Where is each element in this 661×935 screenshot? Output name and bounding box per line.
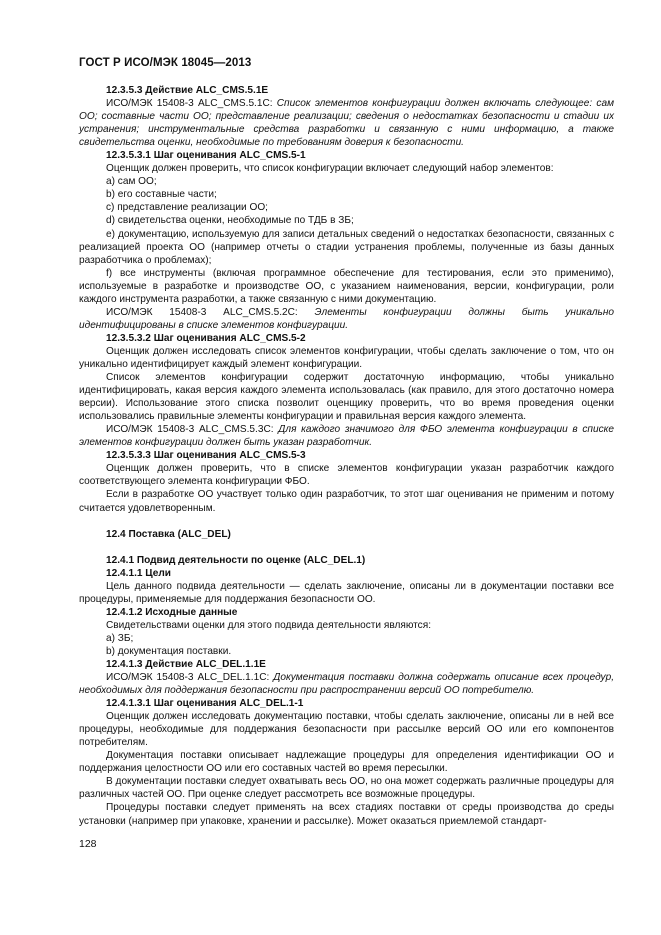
paragraph	[79, 345, 614, 371]
paragraph	[79, 267, 614, 306]
paragraph-text: 12.4.1.3.1 Шаг оценивания ALC_DEL.1-1	[106, 698, 304, 710]
list-item	[79, 188, 614, 201]
paragraph-text: 12.4 Поставка (ALC_DEL)	[106, 528, 231, 540]
paragraph	[79, 228, 614, 267]
paragraph-text: ИСО/МЭК 15408-3 ALC_CMS.5.3C:	[106, 424, 279, 436]
list-item	[79, 214, 614, 227]
section-heading	[79, 554, 614, 567]
paragraph	[79, 488, 614, 514]
paragraph-text: Оценщик должен проверить, что в списке элементов конфигурации указан разработчик каждого соответствующего элемента конфигурации ФБО.	[79, 463, 614, 488]
paragraph	[79, 749, 614, 775]
requirement-quote: Документация поставки должна содержать описание всех процедур, необходимых для поддержания безопасности при распространении версий ОО потребителю.	[79, 672, 614, 697]
paragraph-text: a) сам ОО;	[106, 176, 157, 188]
list-item	[79, 645, 614, 658]
paragraph-text: 12.3.5.3.2 Шаг оценивания ALC_CMS.5-2	[106, 332, 306, 344]
paragraph-text: 12.3.5.3 Действие ALC_CMS.5.1E	[106, 85, 269, 96]
document-body	[79, 84, 614, 828]
paragraph	[79, 423, 614, 449]
page-number: 128	[79, 838, 97, 850]
list-item	[79, 201, 614, 214]
paragraph-text: a) ЗБ;	[106, 632, 134, 644]
paragraph	[79, 801, 614, 827]
paragraph-text: Процедуры поставки следует применять на всех стадиях поставки от среды производства до среды установки (например при упаковке, хранении и рассылке). Может оказаться приемлемой стандарт-	[79, 802, 614, 827]
paragraph-text: 12.4.1.2 Исходные данные	[106, 606, 238, 618]
section-heading	[79, 84, 614, 97]
paragraph	[79, 462, 614, 488]
paragraph	[79, 306, 614, 332]
paragraph	[79, 371, 614, 423]
paragraph-text: e) документацию, используемую для записи детальных сведений о недостатках безопасности, связанных с реализацией проекта ОО (например отчеты о стадии устранения проблемы, полученные из базы данных разработчика о проблемах);	[79, 228, 614, 266]
list-item	[79, 632, 614, 645]
paragraph-text: Свидетельствами оценки для этого подвида деятельности являются:	[106, 619, 432, 631]
paragraph	[79, 775, 614, 801]
section-heading	[79, 332, 614, 345]
requirement-quote: Для каждого значимого для ФБО элемента конфигурации в списке элементов конфигурации должен быть указан разработчик.	[79, 424, 614, 449]
requirement-quote: Список элементов конфигурации должен включать следующее: сам ОО; составные части ОО; представление реализации; сведения о недостатках безопасности и стадии их устранения; инструментальные средства разработки и связанную с ними информацию, а также свидетельства оценки, необходимые по требованиям доверия к безопасности.	[79, 98, 614, 149]
section-heading	[79, 567, 614, 580]
paragraph	[79, 580, 614, 606]
paragraph-text: Оценщик должен исследовать список элементов конфигурации, чтобы сделать заключение о том, что он уникально идентифицирует каждый элемент конфигурации.	[79, 345, 614, 370]
paragraph-text: Список элементов конфигурации содержит достаточную информацию, чтобы уникально идентифицировать, какая версия каждого элемента использовалась (как правило, для этого достаточно номера версии). Использование этого списка позволит оценщику проверить, что во время проведения оценки использовались правильные элементы конфигурации и правильная версия каждого элемента.	[79, 372, 614, 423]
section-heading	[79, 528, 614, 541]
paragraph-text: Оценщик должен исследовать документацию поставки, чтобы сделать заключение, описаны ли в ней все процедуры, необходимые для поддержания безопасности при рассылке версий ОО или его компонентов потребителям.	[79, 711, 614, 749]
paragraph-text: Документация поставки описывает надлежащие процедуры для определения идентификации ОО и поддержания целостности ОО или его составных частей во время пересылки.	[79, 750, 614, 775]
paragraph-text: Цель данного подвида деятельности — сделать заключение, описаны ли в документации поставки все процедуры, применяемые для поддержания безопасности ОО.	[79, 580, 614, 605]
paragraph-text: ИСО/МЭК 15408-3 ALC_DEL.1.1C:	[106, 672, 274, 684]
paragraph-text: 12.3.5.3.3 Шаг оценивания ALC_CMS.5-3	[106, 450, 306, 462]
paragraph-text: b) его составные части;	[106, 189, 217, 201]
paragraph-text: f) все инструменты (включая программное обеспечение для тестирования, если это применимо), используемые в разработке и производстве ОО, с указанием наименования, версии, конфигурации, роли каждого инструмента разработки, а также связанную с ними документацию.	[79, 267, 614, 305]
document-header: ГОСТ Р ИСО/МЭК 18045—2013	[79, 57, 252, 69]
paragraph	[79, 97, 614, 149]
section-heading	[79, 149, 614, 162]
paragraph-text: 12.4.1.3 Действие ALC_DEL.1.1E	[106, 658, 266, 670]
paragraph	[79, 710, 614, 749]
paragraph-text: 12.4.1.1 Цели	[106, 567, 172, 579]
paragraph-text: ИСО/МЭК 15408-3 ALC_CMS.5.2C:	[106, 306, 315, 318]
paragraph	[79, 671, 614, 697]
paragraph	[79, 162, 614, 175]
section-heading	[79, 449, 614, 462]
paragraph-text: В документации поставки следует охватывать весь ОО, но она может содержать различные процедуры для различных частей ОО. При оценке следует рассмотреть все возможные процедуры.	[79, 776, 614, 801]
paragraph-text: b) документация поставки.	[106, 645, 232, 657]
paragraph	[79, 619, 614, 632]
paragraph-text: c) представление реализации ОО;	[106, 202, 268, 214]
list-item	[79, 175, 614, 188]
paragraph-text: Если в разработке ОО участвует только один разработчик, то этот шаг оценивания не применим и потому считается удовлетворенным.	[79, 489, 614, 514]
paragraph-text: 12.3.5.3.1 Шаг оценивания ALC_CMS.5-1	[106, 150, 306, 162]
paragraph-text: Оценщик должен проверить, что список конфигурации включает следующий набор элементов:	[106, 163, 554, 175]
requirement-quote: Элементы конфигурации должны быть уникально идентифицированы в списке элементов конфигурации.	[79, 306, 614, 331]
paragraph-text: d) свидетельства оценки, необходимые по ТДБ в ЗБ;	[106, 215, 354, 227]
section-heading	[79, 606, 614, 619]
section-heading	[79, 697, 614, 710]
paragraph-text: ИСО/МЭК 15408-3 ALC_CMS.5.1C:	[106, 98, 277, 110]
paragraph-text: 12.4.1 Подвид деятельности по оценке (ALC_DEL.1)	[106, 554, 366, 566]
section-heading	[79, 658, 614, 671]
